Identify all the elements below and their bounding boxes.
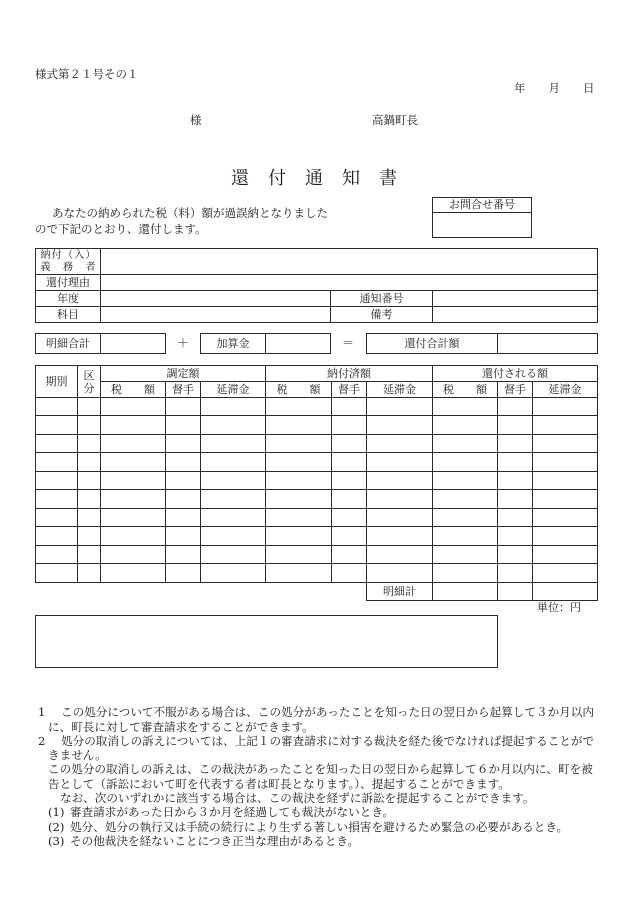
- detail-cell: [100, 434, 166, 453]
- detail-cell: [200, 526, 266, 546]
- period-header: 期別: [35, 365, 78, 398]
- detail-cell: [532, 397, 598, 416]
- detail-cell: [77, 397, 101, 416]
- subtotal-reminder-field: [497, 582, 533, 601]
- payer-field: [100, 248, 598, 275]
- note-line: に、町長に対して審査請求をすることができます。: [48, 720, 314, 734]
- payer-label-line-1: 納付（入）: [40, 249, 96, 261]
- subheader-label: 税額: [111, 382, 155, 396]
- addressee-honorific: 様: [190, 113, 202, 127]
- detail-cell: [331, 397, 367, 416]
- detail-cell: [497, 545, 533, 564]
- detail-cell: [35, 489, 78, 509]
- remarks-label: 備考: [330, 306, 433, 323]
- detail-cell: [100, 508, 166, 527]
- detail-cell: [366, 397, 433, 416]
- detail-cell: [331, 415, 367, 435]
- detail-cell: [200, 471, 266, 490]
- detail-cell: [331, 563, 367, 583]
- note-line: 処分の取消しの訴えについては、上記１の審査請求に対する裁決を経た後でなければ提起することがで: [61, 734, 595, 748]
- notice-number-label: 通知番号: [330, 290, 433, 307]
- detail-cell: [77, 489, 101, 509]
- note-line: きません。: [48, 748, 107, 762]
- detail-cell: [331, 526, 367, 546]
- detail-cell: [532, 563, 598, 583]
- detail-cell: [331, 434, 367, 453]
- detail-cell: [366, 545, 433, 564]
- detail-cell: [77, 434, 101, 453]
- detail-cell: [77, 508, 101, 527]
- detail-cell: [265, 471, 332, 490]
- detail-cell: [265, 415, 332, 435]
- detail-cell: [200, 434, 266, 453]
- detail-cell: [165, 489, 201, 509]
- detail-cell: [432, 452, 498, 472]
- subheader-tax-amount: [432, 381, 498, 398]
- inquiry-number-field: [432, 212, 532, 238]
- fiscal-year-field: [100, 290, 331, 307]
- detail-cell: [265, 563, 332, 583]
- detail-cell: [497, 489, 533, 509]
- detail-cell: [265, 489, 332, 509]
- detail-cell: [35, 434, 78, 453]
- detail-cell: [532, 545, 598, 564]
- subheader-reminder-fee: 督手: [497, 381, 533, 398]
- refund-reason-field: [100, 274, 598, 291]
- detail-cell: [532, 508, 598, 527]
- tax-item-label: 科目: [35, 306, 101, 323]
- detail-cell: [35, 545, 78, 564]
- condition-text: その他裁決を経ないことにつき正当な理由があるとき。: [70, 834, 360, 848]
- detail-cell: [497, 397, 533, 416]
- unit-note: 単位：円: [537, 601, 581, 614]
- detail-cell: [165, 452, 201, 472]
- detail-cell: [265, 397, 332, 416]
- subheader-label: 税額: [276, 382, 321, 396]
- detail-cell: [331, 452, 367, 472]
- detail-cell: [532, 489, 598, 509]
- detail-cell: [432, 545, 498, 564]
- category-header-char-2: 分: [83, 381, 95, 395]
- subtotal-late-charge-field: [532, 582, 598, 601]
- category-header-char-1: 区: [83, 368, 95, 382]
- detail-cell: [165, 434, 201, 453]
- note-line: この処分の取消しの訴えは、この裁決があったことを知った日の翌日から起算して６か月以内に、町を被: [48, 762, 593, 776]
- detail-cell: [165, 526, 201, 546]
- detail-cell: [35, 508, 78, 527]
- detail-cell: [165, 563, 201, 583]
- condition-number: (2): [48, 820, 65, 834]
- subheader-late-charge: 延滞金: [532, 381, 598, 398]
- detail-cell: [35, 452, 78, 472]
- detail-cell: [432, 415, 498, 435]
- equals-sign: ＝: [342, 336, 355, 350]
- detail-cell: [200, 545, 266, 564]
- detail-cell: [77, 545, 101, 564]
- note-line: この処分について不服がある場合は、この処分があったことを知った日の翌日から起算して３か月以内: [61, 705, 594, 719]
- detail-cell: [432, 471, 498, 490]
- note-number: 2: [38, 734, 46, 748]
- detail-cell: [77, 526, 101, 546]
- detail-cell: [200, 508, 266, 527]
- detail-cell: [497, 415, 533, 435]
- detail-cell: [331, 489, 367, 509]
- detail-total-field: [100, 333, 166, 354]
- condition-number: (3): [48, 834, 65, 848]
- detail-cell: [35, 526, 78, 546]
- detail-cell: [432, 489, 498, 509]
- detail-cell: [100, 471, 166, 490]
- detail-cell: [100, 545, 166, 564]
- detail-cell: [532, 434, 598, 453]
- detail-cell: [366, 471, 433, 490]
- detail-cell: [432, 434, 498, 453]
- payer-label: [35, 248, 101, 275]
- detail-cell: [165, 545, 201, 564]
- detail-cell: [366, 489, 433, 509]
- issue-date-line: 年 月 日: [514, 81, 595, 95]
- detail-cell: [331, 545, 367, 564]
- group-header-paid: 納付済額: [265, 365, 433, 382]
- refund-total-field: [497, 333, 598, 354]
- detail-cell: [432, 563, 498, 583]
- detail-cell: [532, 415, 598, 435]
- detail-cell: [366, 563, 433, 583]
- detail-cell: [35, 415, 78, 435]
- intro-line-1: あなたの納められた税（料）額が過誤納となりました: [52, 206, 328, 220]
- detail-cell: [366, 415, 433, 435]
- subheader-late-charge: 延滞金: [200, 381, 266, 398]
- detail-cell: [532, 526, 598, 546]
- plus-sign: ＋: [177, 336, 190, 350]
- detail-cell: [265, 508, 332, 527]
- detail-cell: [100, 452, 166, 472]
- subheader-label: 税額: [443, 382, 487, 396]
- detail-cell: [77, 415, 101, 435]
- detail-cell: [200, 489, 266, 509]
- detail-cell: [497, 471, 533, 490]
- detail-cell: [200, 415, 266, 435]
- detail-cell: [77, 563, 101, 583]
- detail-cell: [331, 508, 367, 527]
- detail-cell: [100, 563, 166, 583]
- detail-cell: [265, 452, 332, 472]
- detail-cell: [35, 563, 78, 583]
- detail-total-label: 明細合計: [35, 333, 101, 354]
- detail-cell: [165, 415, 201, 435]
- detail-cell: [366, 452, 433, 472]
- surcharge-field: [265, 333, 331, 354]
- note-number: 1: [38, 705, 46, 719]
- detail-cell: [77, 471, 101, 490]
- condition-text: 処分、処分の執行又は手続の続行により生ずる著しい損害を避けるため緊急の必要があるとき。: [70, 820, 569, 834]
- detail-cell: [35, 397, 78, 416]
- detail-cell: [366, 526, 433, 546]
- category-header: [77, 365, 101, 398]
- subheader-tax-amount: [265, 381, 332, 398]
- notice-number-field: [432, 290, 598, 307]
- detail-cell: [331, 471, 367, 490]
- note-line: なお、次のいずれかに該当する場合は、この裁決を経ずに訴訟を提起することができます。: [60, 791, 535, 805]
- condition-text: 審査請求があった日から３か月を経過しても裁決がないとき。: [70, 805, 395, 819]
- detail-cell: [100, 397, 166, 416]
- detail-cell: [165, 471, 201, 490]
- form-number: 様式第２１号その１: [35, 67, 139, 81]
- detail-cell: [432, 508, 498, 527]
- refund-total-label: 還付合計額: [366, 333, 498, 354]
- subheader-reminder-fee: 督手: [331, 381, 367, 398]
- detail-cell: [265, 434, 332, 453]
- detail-cell: [35, 471, 78, 490]
- detail-cell: [497, 563, 533, 583]
- detail-cell: [532, 452, 598, 472]
- subheader-tax-amount: [100, 381, 166, 398]
- remarks-field: [432, 306, 598, 323]
- detail-cell: [100, 526, 166, 546]
- inquiry-number-label: お問合せ番号: [432, 197, 532, 213]
- refund-reason-label: 還付理由: [35, 274, 101, 291]
- detail-cell: [497, 508, 533, 527]
- intro-line-2: ので下記のとおり、還付します。: [35, 222, 207, 236]
- issuer-name: 高鍋町長: [372, 113, 418, 127]
- detail-cell: [200, 563, 266, 583]
- group-header-refunded: 還付される額: [432, 365, 598, 382]
- detail-cell: [532, 471, 598, 490]
- detail-cell: [200, 452, 266, 472]
- detail-cell: [432, 526, 498, 546]
- detail-cell: [100, 489, 166, 509]
- subtotal-tax-field: [432, 582, 498, 601]
- group-header-assessed: 調定額: [100, 365, 266, 382]
- detail-cell: [265, 526, 332, 546]
- condition-number: (1): [48, 805, 65, 819]
- detail-cell: [432, 397, 498, 416]
- note-line: 告として（訴訟において町を代表する者は町長となります。）、提起することができます。: [48, 777, 510, 791]
- fiscal-year-label: 年度: [35, 290, 101, 307]
- document-title: 還付通知書: [231, 168, 416, 189]
- detail-cell: [497, 452, 533, 472]
- detail-cell: [497, 526, 533, 546]
- subtotal-label: 明細計: [366, 582, 433, 601]
- detail-cell: [265, 545, 332, 564]
- detail-cell: [366, 434, 433, 453]
- payer-label-line-2: 義務者: [40, 261, 96, 273]
- subheader-late-charge: 延滞金: [366, 381, 433, 398]
- detail-cell: [200, 397, 266, 416]
- remarks-box: [35, 615, 498, 668]
- detail-cell: [165, 397, 201, 416]
- detail-cell: [366, 508, 433, 527]
- detail-cell: [100, 415, 166, 435]
- surcharge-label: 加算金: [200, 333, 266, 354]
- detail-cell: [497, 434, 533, 453]
- tax-item-field: [100, 306, 331, 323]
- detail-cell: [165, 508, 201, 527]
- detail-cell: [77, 452, 101, 472]
- subheader-reminder-fee: 督手: [165, 381, 201, 398]
